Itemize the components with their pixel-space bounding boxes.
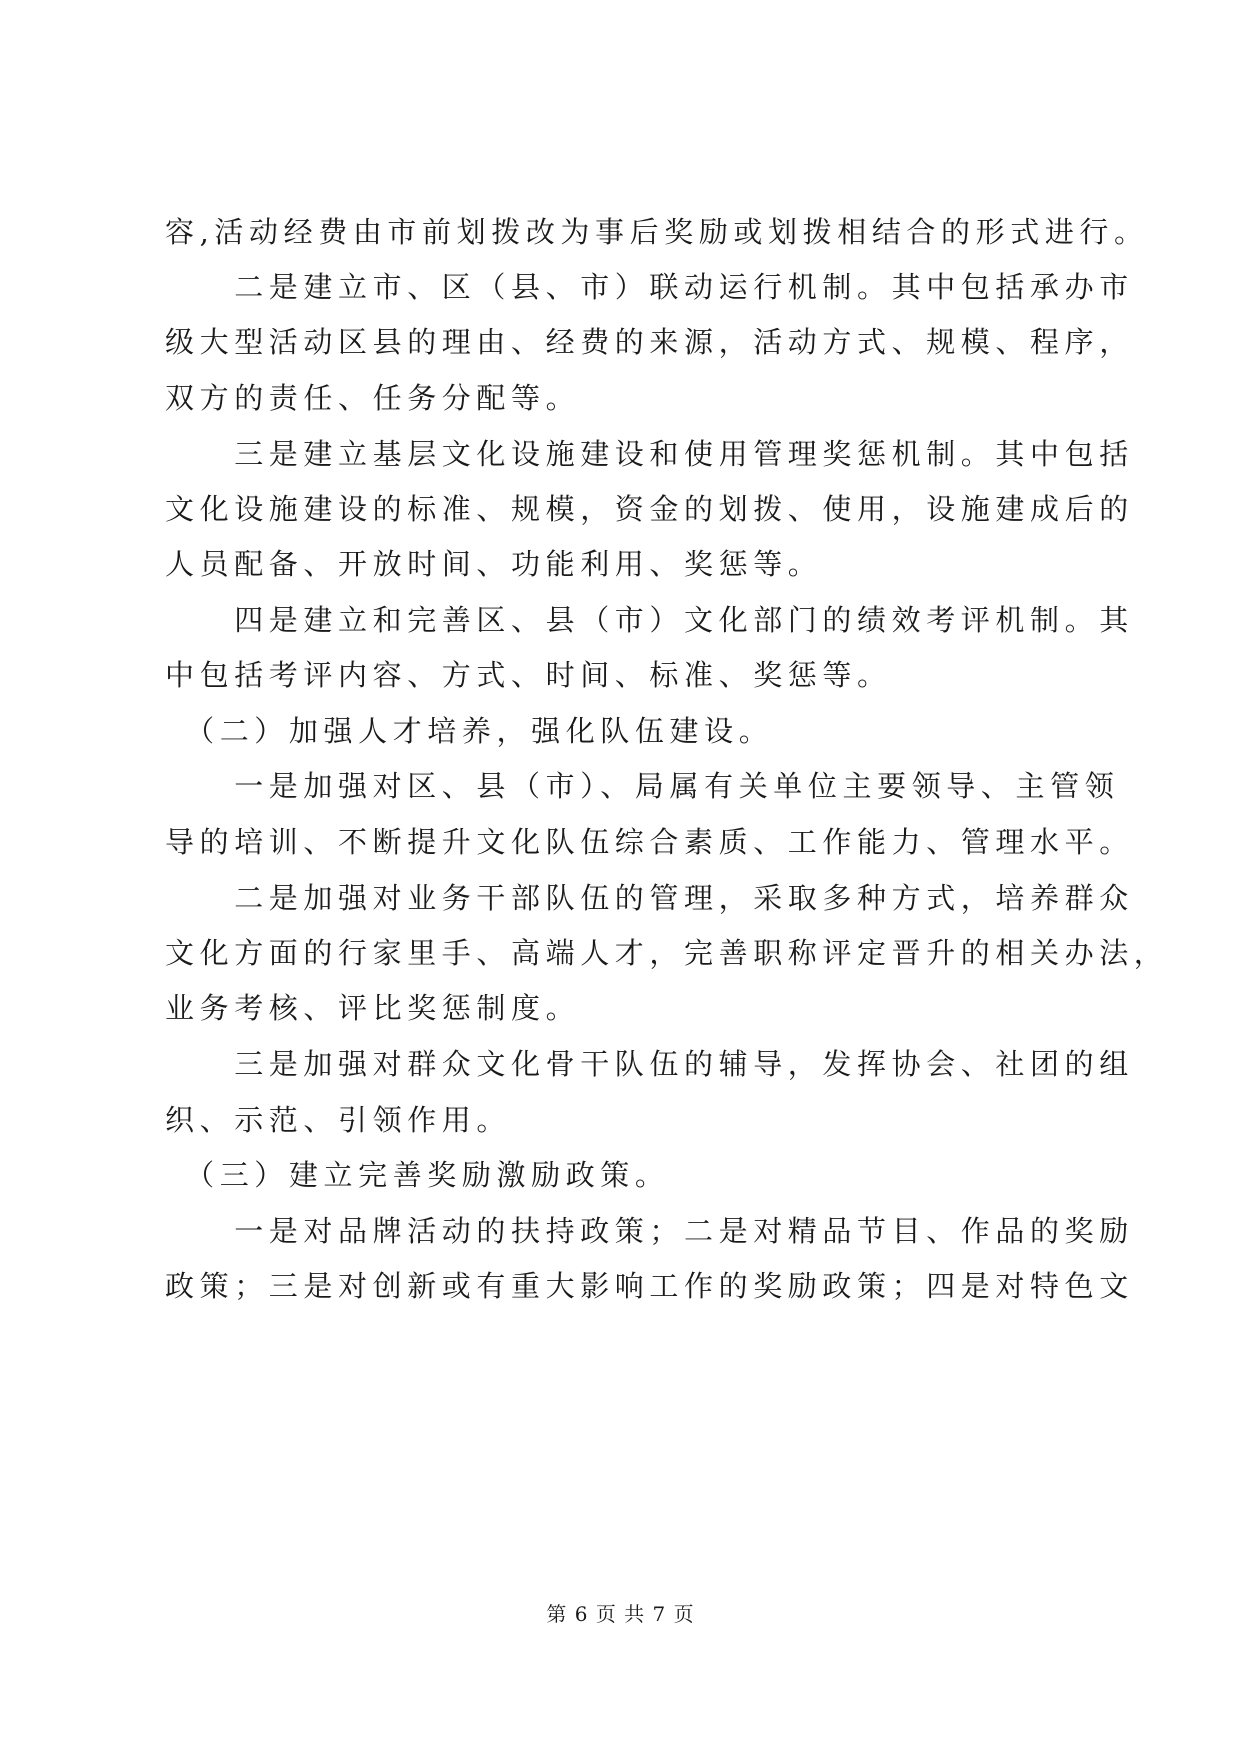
body-line-2: 二是建立市、区（县、市）联动运行机制。其中包括承办市 (165, 270, 1134, 304)
body-line-14: 文化方面的行家里手、高端人才，完善职称评定晋升的相关办法， (165, 936, 1169, 970)
body-line-15: 业务考核、评比奖惩制度。 (165, 991, 581, 1025)
body-line-16: 三是加强对群众文化骨干队伍的辅导，发挥协会、社团的组 (165, 1047, 1134, 1081)
page-number-footer: 第 6 页 共 7 页 (546, 1602, 695, 1626)
body-line-8: 四是建立和完善区、县（市）文化部门的绩效考评机制。其 (165, 603, 1134, 637)
body-line-4: 双方的责任、任务分配等。 (165, 381, 581, 415)
body-line-9: 中包括考评内容、方式、时间、标准、奖惩等。 (165, 658, 892, 692)
body-line-13: 二是加强对业务干部队伍的管理，采取多种方式，培养群众 (165, 881, 1134, 915)
section-heading-3: （三）建立完善奖励激励政策。 (165, 1158, 670, 1192)
body-line-1: 容,活动经费由市前划拨改为事后奖励或划拨相结合的形式进行。 (165, 215, 1149, 249)
body-line-20: 政策；三是对创新或有重大影响工作的奖励政策；四是对特色文 (165, 1269, 1134, 1303)
body-line-5: 三是建立基层文化设施建设和使用管理奖惩机制。其中包括 (165, 437, 1134, 471)
body-line-19: 一是对品牌活动的扶持政策；二是对精品节目、作品的奖励 (165, 1214, 1134, 1248)
body-line-12: 导的培训、不断提升文化队伍综合素质、工作能力、管理水平。 (165, 825, 1134, 859)
section-heading-2: （二）加强人才培养，强化队伍建设。 (165, 714, 774, 748)
body-line-11: 一是加强对区、县（市）、局属有关单位主要领导、主管领 (165, 769, 1120, 803)
body-line-6: 文化设施建设的标准、规模，资金的划拨、使用，设施建成后的 (165, 492, 1134, 526)
body-line-7: 人员配备、开放时间、功能利用、奖惩等。 (165, 547, 823, 581)
body-line-3: 级大型活动区县的理由、经费的来源，活动方式、规模、程序， (165, 325, 1134, 359)
body-line-17: 织、示范、引领作用。 (165, 1103, 512, 1137)
